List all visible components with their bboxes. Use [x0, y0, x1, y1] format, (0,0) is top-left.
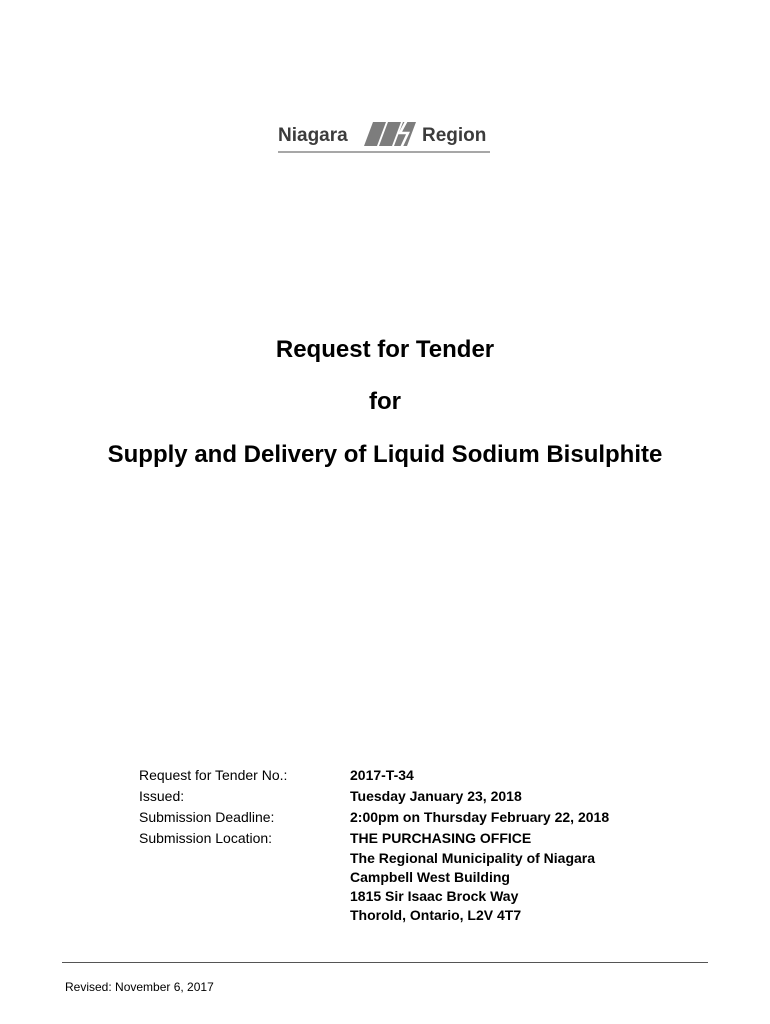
location-line: Thorold, Ontario, L2V 4T7: [350, 907, 522, 923]
tender-number-label: Request for Tender No.:: [139, 767, 288, 783]
logo-left-word: Niagara: [278, 125, 348, 146]
deadline-value: 2:00pm on Thursday February 22, 2018: [350, 809, 610, 825]
issued-value: Tuesday January 23, 2018: [350, 788, 522, 804]
tender-details: [139, 765, 659, 925]
location-line: 1815 Sir Isaac Brock Way: [350, 888, 519, 904]
logo-mark-icon: [364, 120, 416, 148]
location-line: The Regional Municipality of Niagara: [350, 850, 596, 866]
location-label: Submission Location:: [139, 830, 273, 846]
logo-graphic: [276, 116, 492, 156]
location-line: THE PURCHASING OFFICE: [350, 830, 532, 846]
title-connector: for: [369, 388, 401, 415]
revision-note: Revised: November 6, 2017: [65, 980, 214, 994]
deadline-row: [139, 807, 659, 828]
tender-number-row: [139, 765, 659, 786]
tender-number-value: 2017-T-34: [350, 767, 414, 783]
location-row: [139, 828, 659, 925]
issued-label: Issued:: [139, 788, 185, 804]
deadline-label: Submission Deadline:: [139, 809, 275, 825]
location-address: [350, 828, 595, 925]
niagara-region-logo: [276, 116, 492, 156]
document-subject: Supply and Delivery of Liquid Sodium Bisulphite: [107, 441, 663, 468]
logo-right-word: Region: [422, 125, 487, 146]
footer-divider: [62, 962, 708, 963]
location-line: Campbell West Building: [350, 869, 510, 885]
issued-row: [139, 786, 659, 807]
document-title: Request for Tender: [275, 336, 495, 363]
